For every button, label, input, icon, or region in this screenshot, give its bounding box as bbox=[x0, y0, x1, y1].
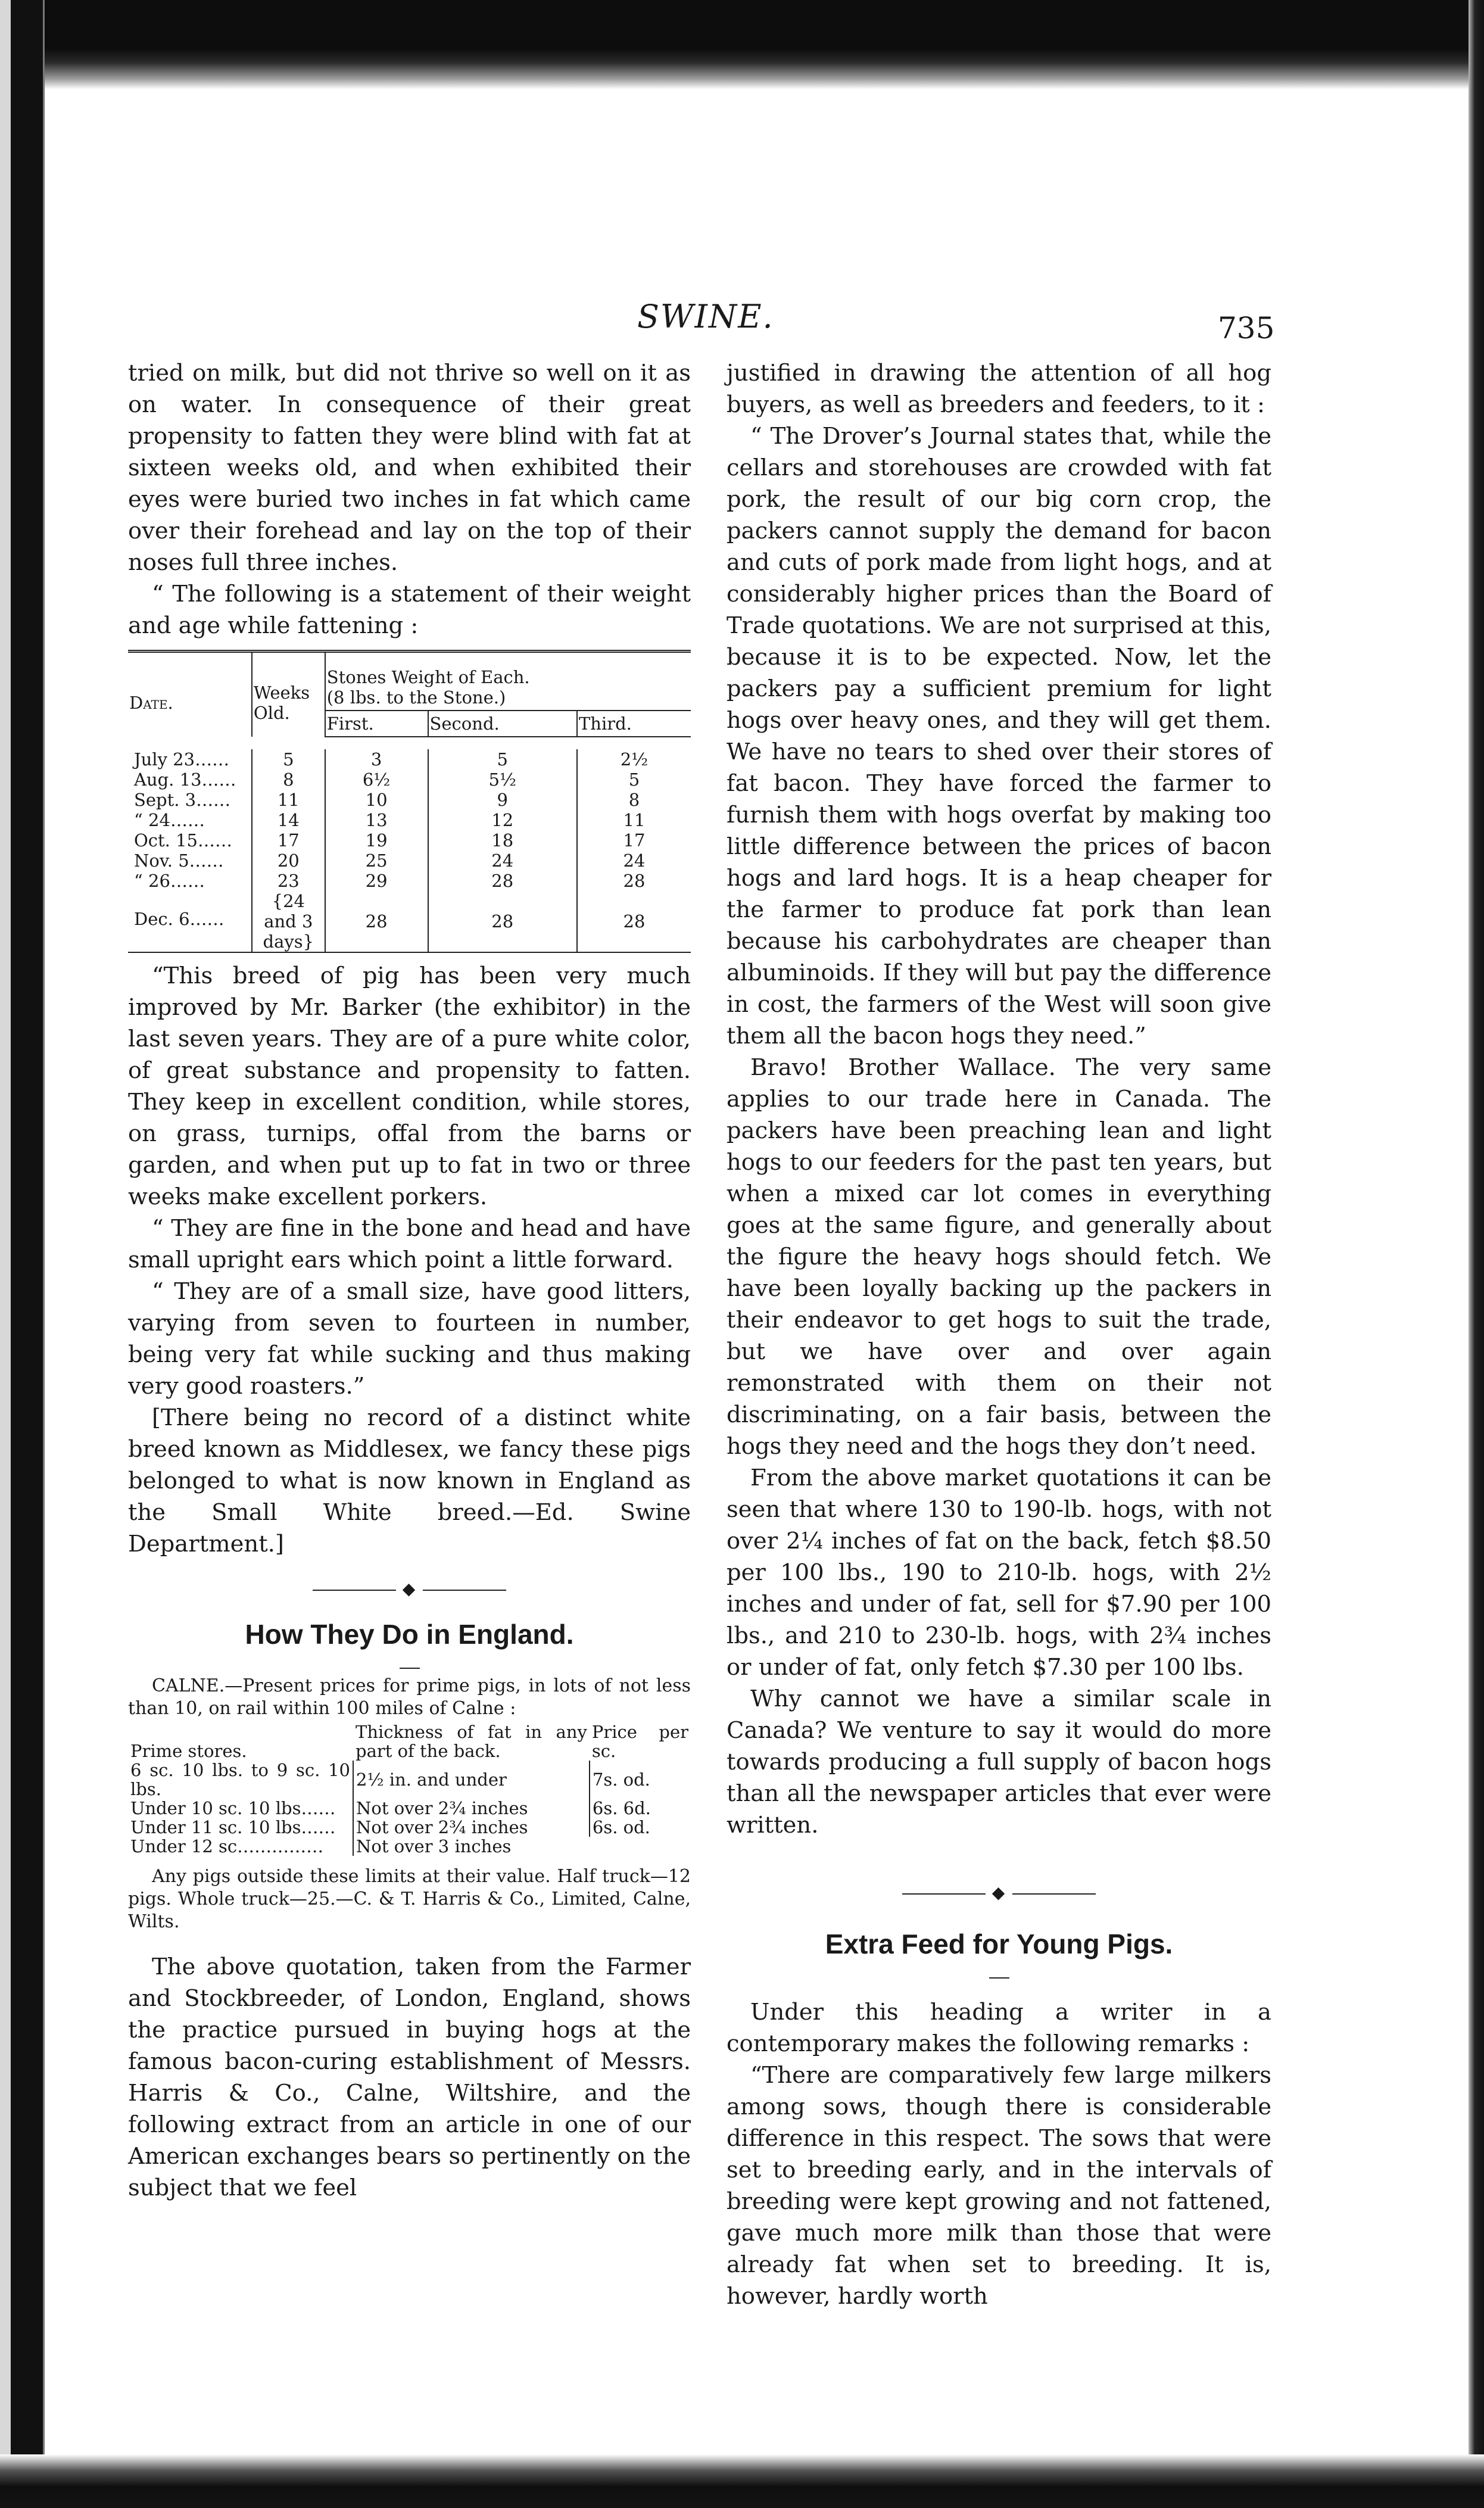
column-header-stones bbox=[325, 652, 691, 711]
cell-first: 19 bbox=[325, 830, 428, 850]
scan-border-top bbox=[0, 0, 1484, 89]
paragraph: Bravo! Brother Wallace. The very same applies to our trade here in Canada. The packers have been preaching lean and light hogs to our feeders for the past ten years, but when a mixed car lot comes in everything goes at the same figure, and generally about the figure the heavy hogs should fetch. We have been loyally backing up the packers in their endeavor to get hogs to suit the trade, but we have over and over again remonstrated with them on their not discriminating, on a fair basis, between the hogs they need and the hogs they don’t need. bbox=[727, 1054, 1271, 1460]
cell-third: 28 bbox=[577, 891, 691, 952]
cell-third: 17 bbox=[577, 830, 691, 850]
cell-date: Aug. 13…… bbox=[134, 769, 236, 790]
heading-dash bbox=[128, 1656, 691, 1669]
cell-weeks: 11 bbox=[252, 790, 325, 810]
cell-weeks: 17 bbox=[252, 830, 325, 850]
cell-second: 9 bbox=[428, 790, 577, 810]
table-row bbox=[128, 850, 691, 871]
right-column bbox=[727, 357, 1271, 2312]
cell-second: 5 bbox=[428, 749, 577, 769]
cell-first: 29 bbox=[325, 871, 428, 891]
section-heading-england: How They Do in England. bbox=[245, 1619, 574, 1650]
scan-border-bottom bbox=[0, 2454, 1484, 2508]
price-table bbox=[128, 1722, 691, 1856]
cell-second: 12 bbox=[428, 810, 577, 830]
running-title: SWINE. bbox=[637, 298, 774, 335]
table-row bbox=[128, 891, 691, 952]
cell-second: 28 bbox=[428, 891, 577, 952]
cell-third: 24 bbox=[577, 850, 691, 871]
cell-weeks: 20 bbox=[252, 850, 325, 871]
cell-date: “ 26…… bbox=[134, 871, 205, 891]
cell-date: Dec. 6…… bbox=[134, 909, 225, 929]
page-number: 735 bbox=[1218, 311, 1275, 345]
price-cell-stores: Under 12 sc…………… bbox=[130, 1836, 324, 1856]
scan-border-left bbox=[0, 0, 45, 2508]
section-heading-young-pigs: Extra Feed for Young Pigs. bbox=[825, 1928, 1173, 1959]
cell-date: Sept. 3…… bbox=[134, 790, 231, 810]
cell-third: 11 bbox=[577, 810, 691, 830]
price-cell-fat: Not over 2¾ inches bbox=[353, 1799, 590, 1818]
price-cell-stores: 6 sc. 10 lbs. to 9 sc. 10 lbs. bbox=[130, 1760, 350, 1799]
paragraph: “ The Drover’s Journal states that, while the cellars and storehouses are crowded with fat pork, the result of our big corn crop, the packers cannot supply the demand for bacon and cuts of pork made from light hogs, and at considerably higher prices than the Board of Trade quotations. We are not surprised at this, because it is to be expected. Now, let the packers pay a sufficient premium for light hogs over heavy ones, and they will get them. We have no tears to shed over their stores of fat bacon. They have forced the farmer to furnish them with hogs overfat by making too little difference between the prices of bacon hogs and lard hogs. It is a heap cheaper for the farmer to produce fat pork than lean because his carbohydrates are cheaper than albuminoids. If they will but pay the difference in cost, the farmers of the West will soon give them all the bacon hogs they need.” bbox=[727, 423, 1272, 1049]
paragraph: “ They are fine in the bone and head and have small upright ears which point a little forward. bbox=[128, 1215, 691, 1273]
cell-first: 25 bbox=[325, 850, 428, 871]
paragraph: The above quotation, taken from the Farmer and Stockbreeder, of London, England, shows the practice pursued in buying hogs at the famous bacon-curing establishment of Messrs. Harris & Co., Calne, Wiltshire, and the following extract from an article in one of our American exchanges bears so pertinently on the subject that we feel bbox=[128, 1954, 691, 2201]
table-header-row bbox=[128, 652, 691, 711]
price-cell-price: 6s. od. bbox=[590, 1818, 691, 1837]
weight-table bbox=[128, 650, 691, 953]
price-cell-fat: Not over 3 inches bbox=[353, 1837, 590, 1856]
paragraph: Under this heading a writer in a contemporary makes the following remarks : bbox=[727, 1999, 1271, 2057]
paragraph: Why cannot we have a similar scale in Canada? We venture to say it would do more towards producing a full supply of bacon hogs than all the newspaper articles that ever were written. bbox=[727, 1685, 1271, 1839]
table-row bbox=[128, 790, 691, 810]
column-header-first: First. bbox=[325, 711, 428, 737]
paragraph: “ They are of a small size, have good litters, varying from seven to fourteen in number, being very fat while sucking and thus making very good roasters.” bbox=[128, 1278, 691, 1400]
price-row bbox=[128, 1761, 691, 1799]
price-header-stores: Prime stores. bbox=[130, 1741, 247, 1761]
paragraph: justified in drawing the attention of all hog buyers, as well as breeders and feeders, to it : bbox=[727, 360, 1271, 418]
table-row bbox=[128, 830, 691, 850]
cell-first: 10 bbox=[325, 790, 428, 810]
cell-weeks: 8 bbox=[252, 769, 325, 790]
paragraph: “There are comparatively few large milkers among sows, though there is considerable difference in this respect. The sows that were set to breeding early, and in the intervals of breeding were kept growing and not fattened, gave much more milk than those that were already fat when set to breeding. It is, however, hardly worth bbox=[727, 2062, 1271, 2310]
table-row bbox=[128, 749, 691, 769]
cell-third: 2½ bbox=[577, 749, 691, 769]
column-header-date: Date. bbox=[129, 692, 173, 713]
price-cell-stores: Under 11 sc. 10 lbs…… bbox=[130, 1817, 336, 1837]
cell-date: Nov. 5…… bbox=[134, 850, 224, 871]
cell-second: 18 bbox=[428, 830, 577, 850]
paragraph: “This breed of pig has been very much improved by Mr. Barker (the exhibitor) in the last seven years. They are of a pure white color, of great substance and propensity to fatten. They keep in excellent condition, while stores, on grass, turnips, offal from the barns or garden, and when put up to fat in two or three weeks make excellent porkers. bbox=[128, 962, 691, 1210]
left-column bbox=[128, 357, 691, 2204]
cell-second: 5½ bbox=[428, 769, 577, 790]
column-header-weeks: Weeks Old. bbox=[252, 652, 325, 737]
cell-first: 3 bbox=[325, 749, 428, 769]
paragraph: “ The following is a statement of their weight and age while fattening : bbox=[128, 581, 691, 639]
cell-date: “ 24…… bbox=[134, 810, 205, 830]
stones-title: Stones Weight of Each. bbox=[326, 667, 530, 687]
cell-first: 13 bbox=[325, 810, 428, 830]
cell-weeks: 14 bbox=[252, 810, 325, 830]
cell-second: 28 bbox=[428, 871, 577, 891]
heading-dash bbox=[727, 1965, 1271, 1979]
stones-subtitle: (8 lbs. to the Stone.) bbox=[326, 687, 506, 708]
cell-weeks: {24 and 3 days} bbox=[252, 891, 325, 952]
section-divider: ◆ bbox=[128, 1573, 691, 1605]
price-cell-price: 7s. od. bbox=[590, 1761, 691, 1799]
cell-weeks: 23 bbox=[252, 871, 325, 891]
table-row bbox=[128, 769, 691, 790]
paragraph: tried on milk, but did not thrive so well on it as on water. In consequence of their great propensity to fatten they were blind with fat at sixteen weeks old, and when exhibited their eyes were buried two inches in fat which came over their forehead and lay on the top of their noses full three inches. bbox=[128, 360, 691, 576]
price-cell-stores: Under 10 sc. 10 lbs…… bbox=[130, 1798, 336, 1818]
price-cell-fat: 2½ in. and under bbox=[353, 1761, 590, 1799]
editor-note: [There being no record of a distinct white breed known as Middlesex, we fancy these pigs belonged to what is now known in England as the Small White breed.—Ed. Swine Department.] bbox=[128, 1404, 691, 1557]
price-cell-price: 6s. 6d. bbox=[590, 1799, 691, 1818]
column-header-second: Second. bbox=[428, 711, 577, 737]
cell-date: July 23…… bbox=[134, 749, 230, 769]
harris-note: Any pigs outside these limits at their value. Half truck—12 pigs. Whole truck—25.—C. & T. Harris & Co., Limited, Calne, Wilts. bbox=[128, 1866, 691, 1932]
cell-first: 6½ bbox=[325, 769, 428, 790]
price-row bbox=[128, 1818, 691, 1837]
column-header-third: Third. bbox=[577, 711, 691, 737]
cell-first: 28 bbox=[325, 891, 428, 952]
cell-date: Oct. 15…… bbox=[134, 830, 233, 850]
scan-border-right bbox=[1469, 0, 1484, 2508]
table-row bbox=[128, 810, 691, 830]
price-header-fat: Thickness of fat in any part of the back. bbox=[356, 1722, 587, 1761]
cell-weeks: 5 bbox=[252, 749, 325, 769]
cell-third: 8 bbox=[577, 790, 691, 810]
price-cell-price bbox=[590, 1837, 691, 1856]
paragraph: From the above market quotations it can be seen that where 130 to 190-lb. hogs, with not over 2¼ inches of fat on the back, fetch $8.50 per 100 lbs., 190 to 210-lb. hogs, with 2½ inches and under of fat, sell for $7.90 per 100 lbs., and 210 to 230-lb. hogs, with 2¾ inches or under of fat, only fetch $7.30 per 100 lbs. bbox=[727, 1465, 1271, 1681]
calne-intro: CALNE.—Present prices for prime pigs, in lots of not less than 10, on rail within 100 miles of Calne : bbox=[128, 1675, 691, 1719]
table-row bbox=[128, 871, 691, 891]
cell-second: 24 bbox=[428, 850, 577, 871]
price-row bbox=[128, 1799, 691, 1818]
price-table-header bbox=[128, 1722, 691, 1761]
price-cell-fat: Not over 2¾ inches bbox=[353, 1818, 590, 1837]
section-divider: ◆ bbox=[727, 1877, 1271, 1908]
price-header-price: Price per sc. bbox=[591, 1722, 688, 1761]
cell-third: 28 bbox=[577, 871, 691, 891]
cell-third: 5 bbox=[577, 769, 691, 790]
price-row bbox=[128, 1837, 691, 1856]
